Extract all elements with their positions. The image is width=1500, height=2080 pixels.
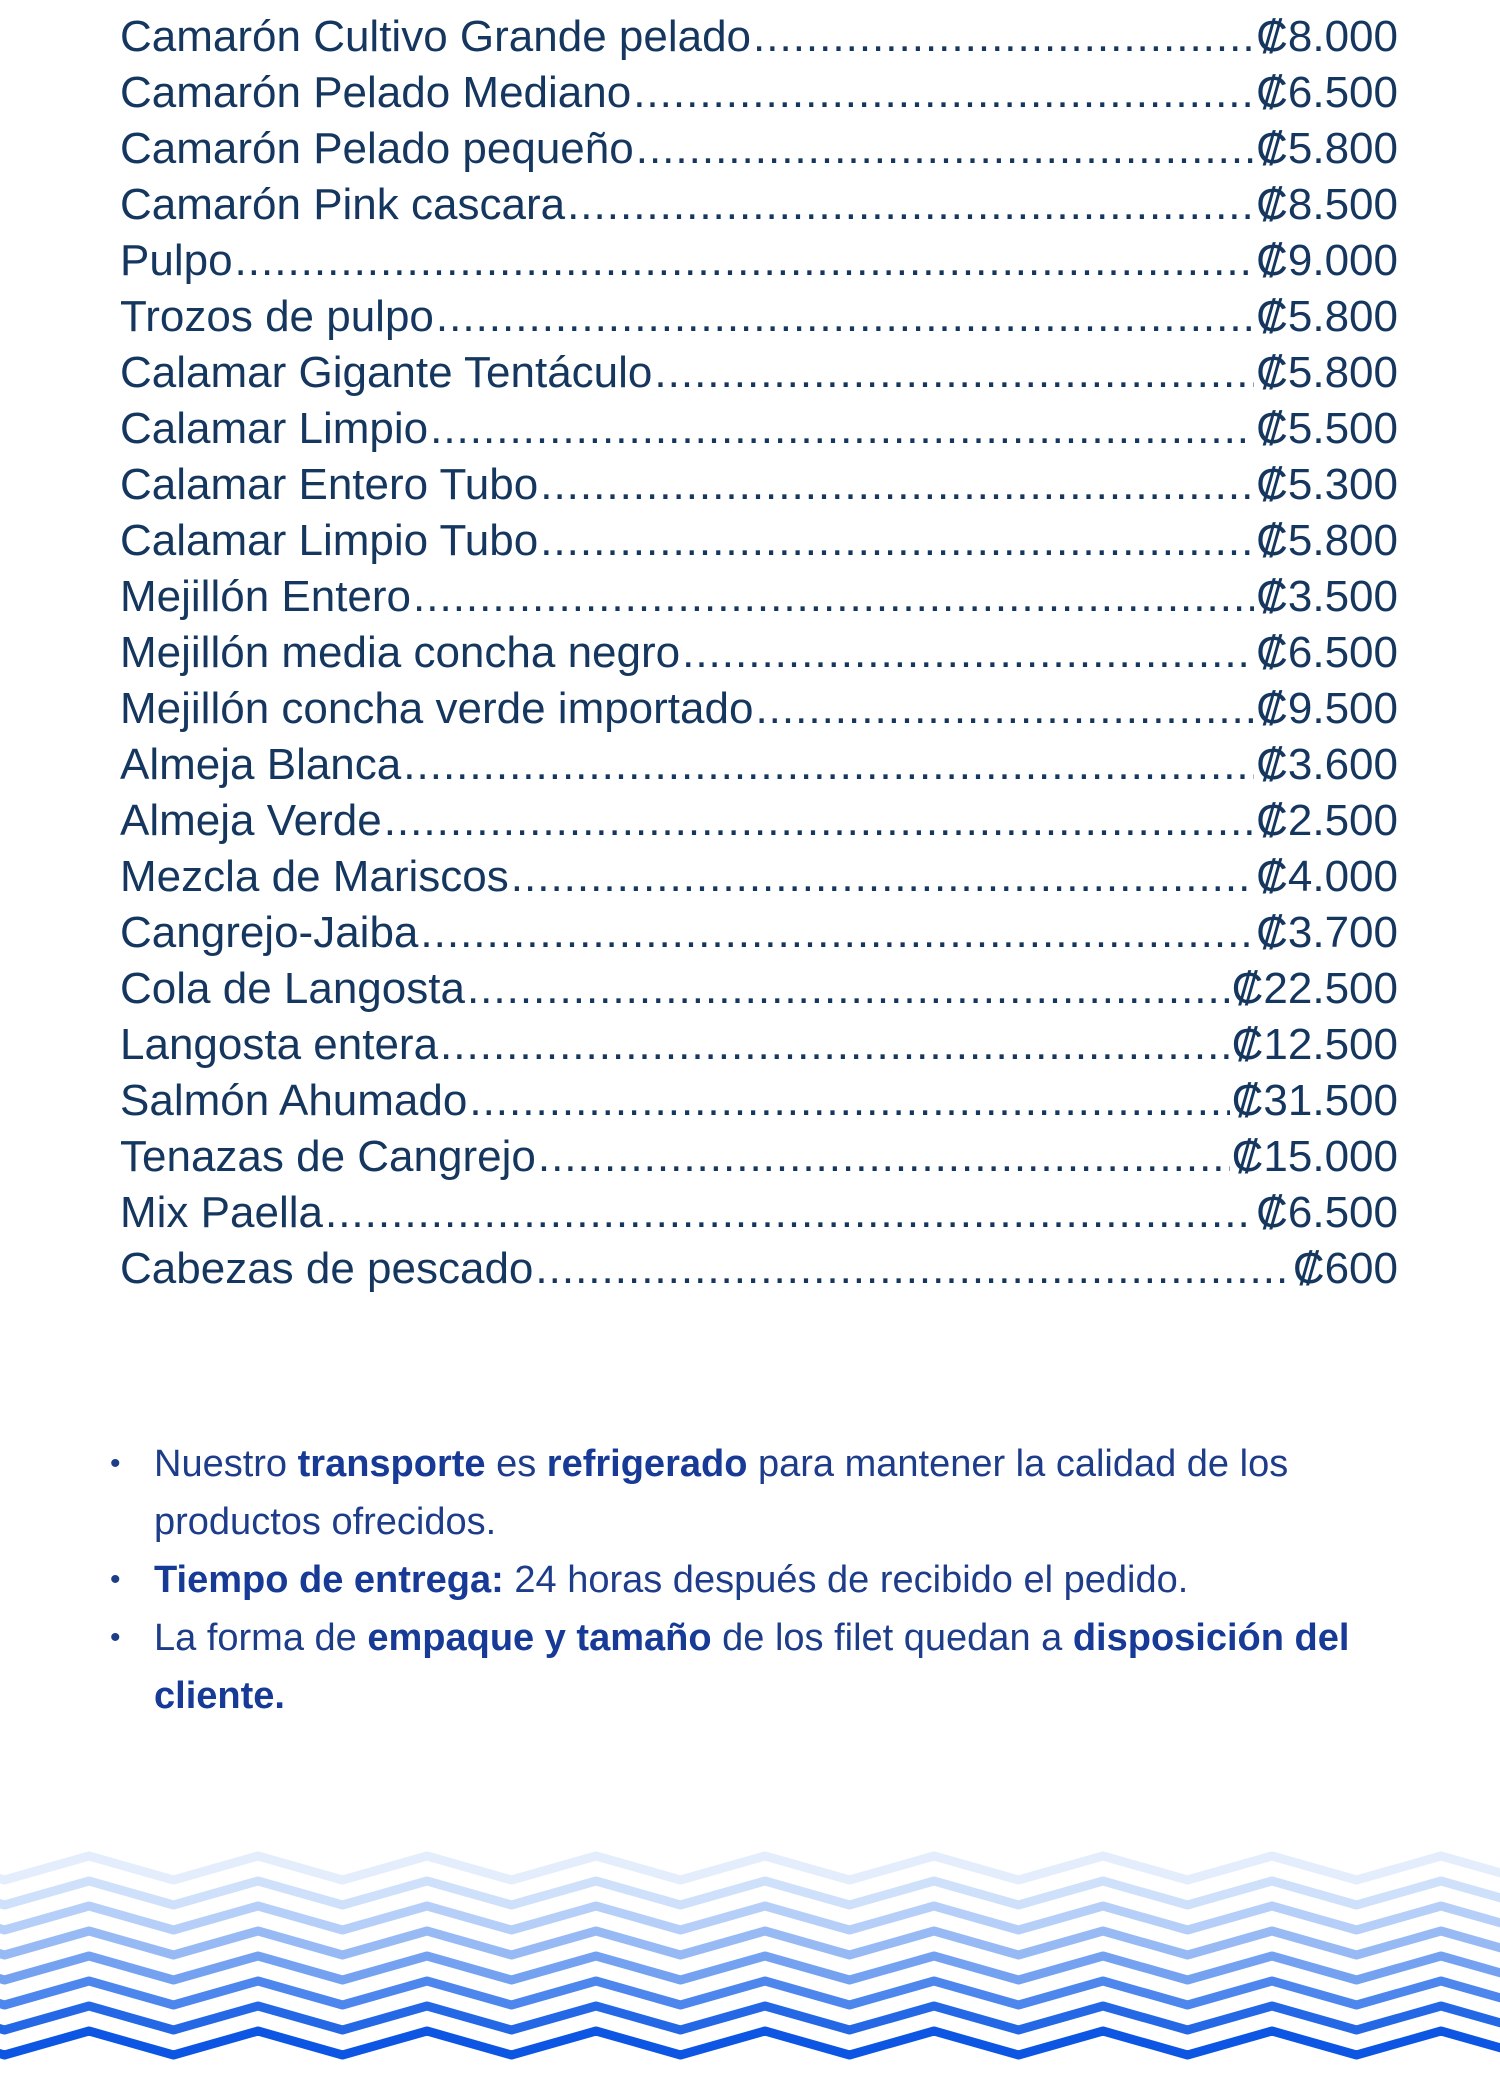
note-emphasis: refrigerado bbox=[546, 1443, 748, 1485]
dot-leader bbox=[420, 905, 1254, 961]
dot-leader bbox=[755, 681, 1254, 737]
item-name: Langosta entera bbox=[120, 1020, 439, 1069]
note-packaging bbox=[110, 1609, 1400, 1725]
item-name: Calamar Limpio bbox=[120, 404, 429, 453]
price-row bbox=[120, 9, 1398, 65]
item-price: ₡8.500 bbox=[1256, 180, 1398, 229]
item-price: ₡3.600 bbox=[1256, 740, 1398, 789]
item-price: ₡22.500 bbox=[1231, 964, 1398, 1013]
item-name: Tenazas de Cangrejo bbox=[120, 1132, 536, 1181]
item-name: Almeja Verde bbox=[120, 796, 382, 845]
wave-line bbox=[0, 1931, 1500, 1955]
price-row bbox=[120, 1185, 1398, 1241]
dot-leader bbox=[511, 849, 1254, 905]
wave-line bbox=[0, 1856, 1500, 1880]
price-row bbox=[120, 793, 1398, 849]
price-row bbox=[120, 569, 1398, 625]
item-price: ₡5.300 bbox=[1256, 460, 1398, 509]
price-row bbox=[120, 401, 1398, 457]
item-name: Calamar Entero Tubo bbox=[120, 460, 539, 509]
dot-leader bbox=[567, 177, 1254, 233]
note-emphasis: disposición del cliente. bbox=[154, 1617, 1350, 1717]
dot-leader bbox=[413, 569, 1254, 625]
dot-leader bbox=[540, 513, 1254, 569]
wave-line bbox=[0, 1956, 1500, 1980]
dot-leader bbox=[538, 1129, 1230, 1185]
price-row bbox=[120, 65, 1398, 121]
item-name: Mejillón media concha negro bbox=[120, 628, 681, 677]
item-name: Mix Paella bbox=[120, 1188, 323, 1237]
item-price: ₡5.500 bbox=[1256, 404, 1398, 453]
item-name: Cangrejo-Jaiba bbox=[120, 908, 419, 957]
note-text: para mantener la calidad de los productos ofrecidos. bbox=[154, 1443, 1289, 1543]
item-name: Calamar Gigante Tentáculo bbox=[120, 348, 653, 397]
dot-leader bbox=[535, 1241, 1290, 1297]
item-name: Almeja Blanca bbox=[120, 740, 402, 789]
dot-leader bbox=[384, 793, 1254, 849]
bullet-icon: • bbox=[110, 1447, 121, 1480]
dot-leader bbox=[403, 737, 1254, 793]
note-text: Nuestro bbox=[154, 1443, 298, 1485]
note-transport bbox=[110, 1435, 1400, 1551]
dot-leader bbox=[440, 1017, 1230, 1073]
price-row bbox=[120, 233, 1398, 289]
dot-leader bbox=[436, 289, 1254, 345]
note-text: La forma de bbox=[154, 1617, 368, 1659]
price-list bbox=[120, 9, 1398, 1297]
price-row bbox=[120, 905, 1398, 961]
bullet-icon: • bbox=[110, 1563, 121, 1596]
dot-leader bbox=[682, 625, 1254, 681]
item-price: ₡2.500 bbox=[1256, 796, 1398, 845]
price-row bbox=[120, 1017, 1398, 1073]
wave-line bbox=[0, 1906, 1500, 1930]
price-row bbox=[120, 625, 1398, 681]
item-name: Camarón Pelado pequeño bbox=[120, 124, 634, 173]
note-delivery bbox=[110, 1551, 1400, 1609]
item-price: ₡6.500 bbox=[1256, 1188, 1398, 1237]
wave-line bbox=[0, 2006, 1500, 2030]
dot-leader bbox=[469, 1073, 1229, 1129]
dot-leader bbox=[467, 961, 1230, 1017]
item-name: Mezcla de Mariscos bbox=[120, 852, 509, 901]
dot-leader bbox=[633, 65, 1254, 121]
item-name: Camarón Pink cascara bbox=[120, 180, 566, 229]
item-name: Mejillón Entero bbox=[120, 572, 412, 621]
price-row bbox=[120, 513, 1398, 569]
price-row bbox=[120, 849, 1398, 905]
note-text: de los filet quedan a bbox=[711, 1617, 1073, 1659]
price-row bbox=[120, 289, 1398, 345]
item-price: ₡8.000 bbox=[1256, 12, 1398, 61]
note-emphasis: transporte bbox=[297, 1443, 486, 1485]
price-row bbox=[120, 961, 1398, 1017]
item-name: Trozos de pulpo bbox=[120, 292, 434, 341]
item-price: ₡5.800 bbox=[1256, 516, 1398, 565]
price-row bbox=[120, 737, 1398, 793]
dot-leader bbox=[540, 457, 1254, 513]
item-name: Calamar Limpio Tubo bbox=[120, 516, 539, 565]
item-price: ₡4.000 bbox=[1256, 852, 1398, 901]
item-name: Camarón Pelado Mediano bbox=[120, 68, 632, 117]
bullet-icon: • bbox=[110, 1621, 121, 1654]
item-price: ₡15.000 bbox=[1231, 1132, 1398, 1181]
item-price: ₡6.500 bbox=[1256, 68, 1398, 117]
notes-list bbox=[110, 1435, 1400, 1725]
dot-leader bbox=[654, 345, 1254, 401]
item-name: Pulpo bbox=[120, 236, 233, 285]
item-price: ₡5.800 bbox=[1256, 348, 1398, 397]
dot-leader bbox=[235, 233, 1255, 289]
item-name: Cabezas de pescado bbox=[120, 1244, 534, 1293]
item-price: ₡12.500 bbox=[1231, 1020, 1398, 1069]
item-name: Salmón Ahumado bbox=[120, 1076, 468, 1125]
item-price: ₡600 bbox=[1292, 1244, 1398, 1293]
note-text: es bbox=[485, 1443, 547, 1485]
item-price: ₡3.500 bbox=[1256, 572, 1398, 621]
note-emphasis: Tiempo de entrega: bbox=[154, 1559, 504, 1601]
price-row bbox=[120, 345, 1398, 401]
wave-line bbox=[0, 1981, 1500, 2005]
note-emphasis: empaque y tamaño bbox=[367, 1617, 712, 1659]
price-row bbox=[120, 1129, 1398, 1185]
dot-leader bbox=[636, 121, 1254, 177]
wave-line bbox=[0, 2031, 1500, 2055]
price-row bbox=[120, 121, 1398, 177]
item-price: ₡9.500 bbox=[1256, 684, 1398, 733]
price-row bbox=[120, 1241, 1398, 1297]
item-price: ₡6.500 bbox=[1256, 628, 1398, 677]
price-row bbox=[120, 177, 1398, 233]
wave-decoration bbox=[0, 1830, 1500, 2080]
dot-leader bbox=[430, 401, 1254, 457]
item-price: ₡31.500 bbox=[1231, 1076, 1398, 1125]
price-row bbox=[120, 1073, 1398, 1129]
item-name: Mejillón concha verde importado bbox=[120, 684, 754, 733]
dot-leader bbox=[753, 9, 1254, 65]
price-row bbox=[120, 457, 1398, 513]
item-name: Cola de Langosta bbox=[120, 964, 465, 1013]
item-price: ₡3.700 bbox=[1256, 908, 1398, 957]
dot-leader bbox=[325, 1185, 1254, 1241]
item-name: Camarón Cultivo Grande pelado bbox=[120, 12, 752, 61]
item-price: ₡9.000 bbox=[1256, 236, 1398, 285]
note-text: 24 horas después de recibido el pedido. bbox=[503, 1559, 1189, 1601]
item-price: ₡5.800 bbox=[1256, 124, 1398, 173]
item-price: ₡5.800 bbox=[1256, 292, 1398, 341]
wave-line bbox=[0, 1881, 1500, 1905]
price-row bbox=[120, 681, 1398, 737]
